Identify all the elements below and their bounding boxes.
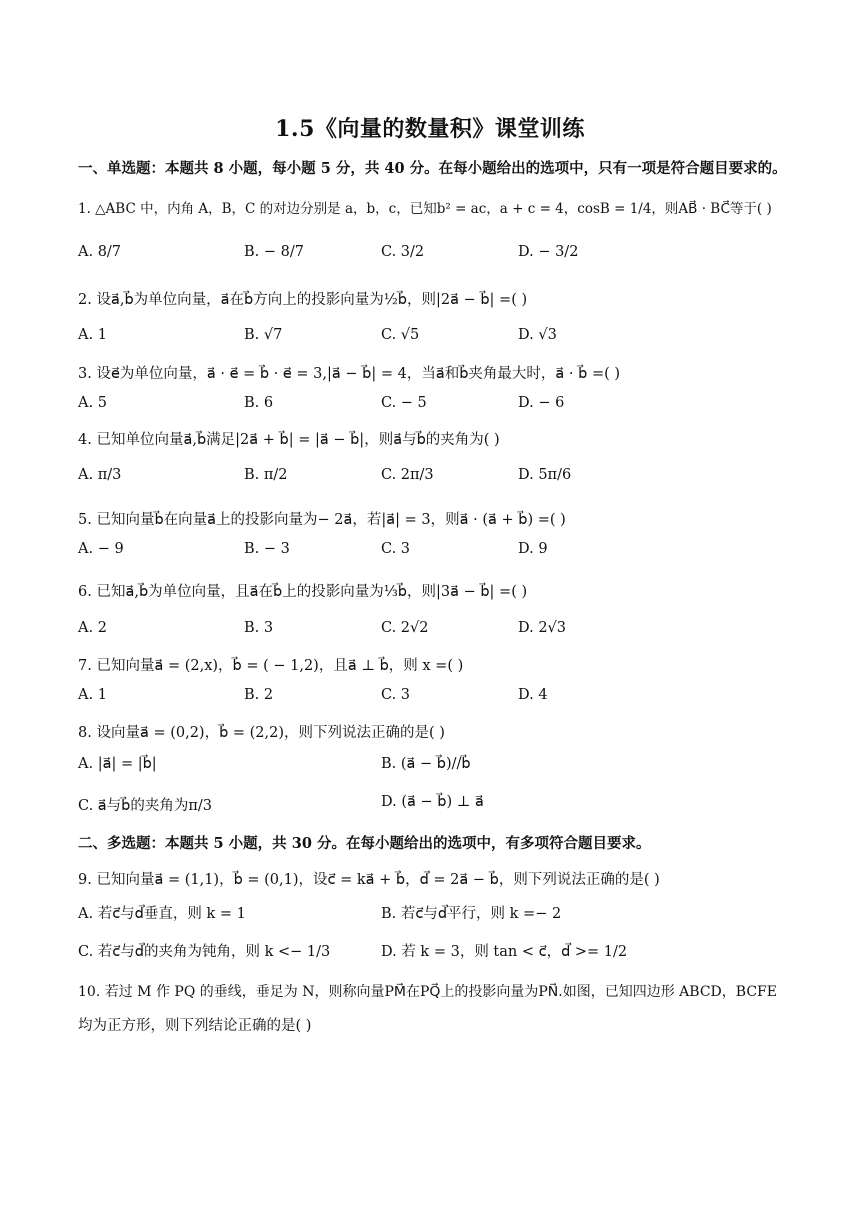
question-4-option-c: C. 2π/3 — [381, 467, 434, 483]
question-6-stem: 6. 已知a⃗,b⃗为单位向量，且a⃗在b⃗上的投影向量为⅓b⃗，则|3a⃗ − b⃗| =( ) — [78, 584, 528, 600]
section-heading-single-choice: 一、单选题：本题共 8 小题，每小题 5 分，共 40 分。在每小题给出的选项中，只有一项是符合题目要求的。 — [78, 160, 787, 177]
section-heading-multiple-choice: 二、多选题：本题共 5 小题，共 30 分。在每小题给出的选项中，有多项符合题目要求。 — [78, 835, 651, 852]
question-5-option-b: B. − 3 — [244, 541, 290, 557]
question-2-option-a: A. 1 — [78, 327, 107, 343]
question-6-option-a: A. 2 — [78, 620, 107, 636]
question-7-stem: 7. 已知向量a⃗ = (2,x)，b⃗ = ( − 1,2)，且a⃗ ⊥ b⃗，则 x =( ) — [78, 658, 464, 674]
question-4-option-b: B. π/2 — [244, 467, 288, 483]
question-2-option-d: D. √3 — [518, 327, 557, 343]
question-2-option-b: B. √7 — [244, 327, 283, 343]
question-6-option-d: D. 2√3 — [518, 620, 567, 636]
page-title: 1.5《向量的数量积》课堂训练 — [275, 116, 585, 142]
question-9-option-b: B. 若c⃗与d⃗平行，则 k =− 2 — [381, 906, 562, 922]
question-6-option-b: B. 3 — [244, 620, 274, 636]
question-5-stem: 5. 已知向量b⃗在向量a⃗上的投影向量为− 2a⃗，若|a⃗| = 3，则a⃗ · (a⃗ + b⃗) =( ) — [78, 512, 566, 528]
question-1-option-d: D. − 3/2 — [518, 244, 579, 260]
question-9-stem: 9. 已知向量a⃗ = (1,1)，b⃗ = (0,1)，设c⃗ = ka⃗ + b⃗，d⃗ = 2a⃗ − b⃗，则下列说法正确的是( ) — [78, 872, 660, 888]
question-10-stem: 10. 若过 M 作 PQ 的垂线，垂足为 N，则称向量PM⃗在PQ⃗上的投影向量为PN⃗.如图，已知四边形 ABCD，BCFE — [78, 984, 777, 1000]
question-7-option-b: B. 2 — [244, 687, 274, 703]
question-9-option-d: D. 若 k = 3，则 tan < c⃗，d⃗ >= 1/2 — [381, 944, 628, 960]
question-2-stem: 2. 设a⃗,b⃗为单位向量，a⃗在b⃗方向上的投影向量为½b⃗，则|2a⃗ − b⃗| =( ) — [78, 292, 528, 308]
question-10-stem-continued: 均为正方形，则下列结论正确的是( ) — [78, 1018, 312, 1034]
question-6-option-c: C. 2√2 — [381, 620, 429, 636]
question-1-option-b: B. − 8/7 — [244, 244, 304, 260]
question-3-stem: 3. 设e⃗为单位向量，a⃗ · e⃗ = b⃗ · e⃗ = 3,|a⃗ − b⃗| = 4，当a⃗和b⃗夹角最大时，a⃗ · b⃗ =( ) — [78, 366, 621, 382]
question-8-stem: 8. 设向量a⃗ = (0,2)，b⃗ = (2,2)，则下列说法正确的是( ) — [78, 725, 445, 741]
question-9-option-a: A. 若c⃗与d⃗垂直，则 k = 1 — [78, 906, 246, 922]
question-2-option-c: C. √5 — [381, 327, 420, 343]
question-4-stem: 4. 已知单位向量a⃗,b⃗满足|2a⃗ + b⃗| = |a⃗ − b⃗|，则a⃗与b⃗的夹角为( ) — [78, 432, 500, 448]
question-1-option-c: C. 3/2 — [381, 244, 425, 260]
question-3-option-b: B. 6 — [244, 395, 274, 411]
question-7-option-d: D. 4 — [518, 687, 548, 703]
question-8-option-b: B. (a⃗ − b⃗)//b⃗ — [381, 756, 471, 772]
question-3-option-d: D. − 6 — [518, 395, 565, 411]
question-5-option-c: C. 3 — [381, 541, 411, 557]
question-5-option-a: A. − 9 — [78, 541, 124, 557]
question-1-stem: 1. △ABC 中，内角 A，B，C 的对边分别是 a，b，c，已知b² = ac，a + c = 4，cosB = 1/4，则AB⃗ · BC⃗等于( ) — [78, 201, 772, 217]
question-3-option-a: A. 5 — [78, 395, 107, 411]
question-1-option-a: A. 8/7 — [78, 244, 122, 260]
question-9-option-c: C. 若c⃗与d⃗的夹角为钝角，则 k <− 1/3 — [78, 944, 331, 960]
question-3-option-c: C. − 5 — [381, 395, 427, 411]
question-8-option-d: D. (a⃗ − b⃗) ⊥ a⃗ — [381, 794, 484, 810]
question-5-option-d: D. 9 — [518, 541, 548, 557]
question-7-option-a: A. 1 — [78, 687, 107, 703]
question-8-option-c: C. a⃗与b⃗的夹角为π/3 — [78, 798, 213, 814]
question-4-option-a: A. π/3 — [78, 467, 122, 483]
question-7-option-c: C. 3 — [381, 687, 411, 703]
question-4-option-d: D. 5π/6 — [518, 467, 572, 483]
question-8-option-a: A. |a⃗| = |b⃗| — [78, 756, 157, 772]
